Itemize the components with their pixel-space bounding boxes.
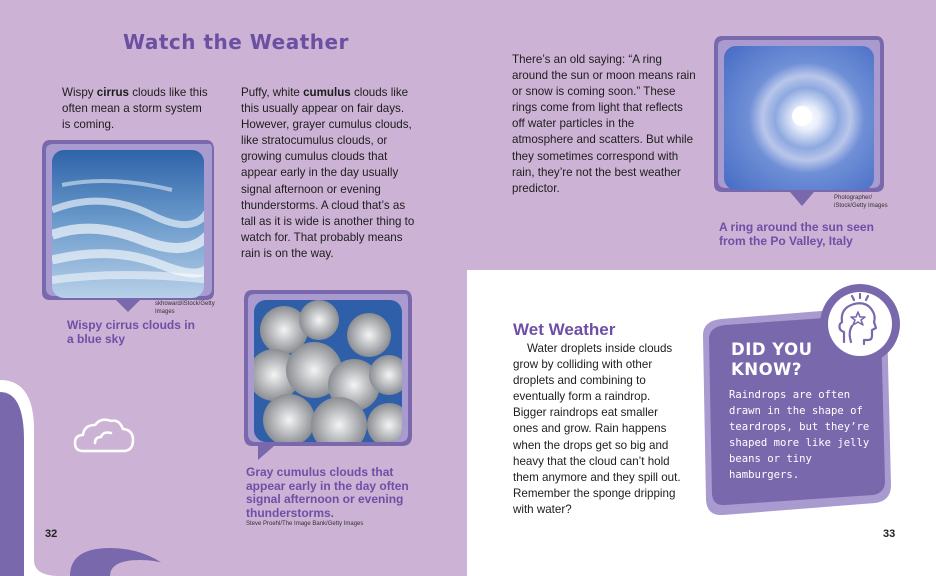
left-corner-decoration bbox=[0, 370, 200, 576]
head-star-badge bbox=[818, 282, 902, 366]
did-you-know-title bbox=[731, 340, 813, 380]
cirrus-text-bold: cirrus bbox=[96, 86, 130, 99]
cirrus-caption: Wispy cirrus clouds in a blue sky bbox=[67, 318, 195, 346]
cirrus-text-post: clouds like this often mean a storm system is coming. bbox=[62, 86, 208, 132]
ring-caption: A ring around the sun seen from the Po Valley, Italy bbox=[719, 220, 874, 248]
did-you-know-title-line1: DID YOU bbox=[731, 340, 813, 359]
cumulus-text-bold: cumulus bbox=[303, 86, 351, 99]
cloud-icon bbox=[73, 413, 135, 455]
cumulus-paragraph bbox=[241, 85, 423, 262]
sun-ring-photo bbox=[714, 36, 884, 206]
cirrus-credit: skhoward/iStock/Getty Images bbox=[155, 301, 215, 315]
cumulus-caption: Gray cumulus clouds that appear early in the day often signal afternoon or evening thunderstorms. bbox=[246, 465, 409, 520]
cirrus-photo bbox=[42, 140, 214, 312]
page-title: Watch the Weather bbox=[123, 30, 349, 54]
page-number-right: 33 bbox=[883, 528, 896, 540]
cumulus-credit: Steve Proehl/The Image Bank/Getty Images bbox=[246, 521, 364, 527]
cumulus-text-pre: Puffy, white bbox=[241, 86, 304, 99]
ring-paragraph: There’s an old saying: “A ring around the sun or moon means rain or snow is coming soon.” These rings come from light that reflects off water particles in the atmosphere and scatters. But while they sometimes correspond with rain, they’re not the best weather predictor. bbox=[512, 53, 696, 195]
did-you-know-text: Raindrops are often drawn in the shape of teardrops, but they’re shaped more like jelly beans or tiny hamburgers. bbox=[729, 389, 870, 481]
cirrus-paragraph bbox=[62, 85, 212, 133]
wet-weather-paragraph: Water droplets inside clouds grow by colliding with other droplets and combining to eventually form a raindrop. Bigger raindrops eat smaller ones and grow. Rain happens when the drops get so big and heavy that the cloud can’t hold them anymore and they spill out. Remember the sponge dripping with water? bbox=[513, 342, 681, 516]
cumulus-text-post: clouds like this usually appear on fair days. However, grayer cumulus clouds, like stratocumulus clouds, or growing cumulus clouds that appear early in the day usually signal afternoon or evening thunderstorms. A cloud that’s as tall as it is wide is another thing to watch for. That probably means rain is on the way. bbox=[241, 86, 415, 260]
did-you-know-title-line2: KNOW? bbox=[731, 360, 802, 379]
cumulus-photo bbox=[244, 290, 412, 460]
page-number-left: 32 bbox=[45, 528, 58, 540]
wet-weather-heading: Wet Weather bbox=[513, 320, 616, 339]
ring-credit: Photographer/ iStock/Getty Images bbox=[834, 195, 888, 209]
cirrus-text-pre: Wispy bbox=[62, 86, 97, 99]
